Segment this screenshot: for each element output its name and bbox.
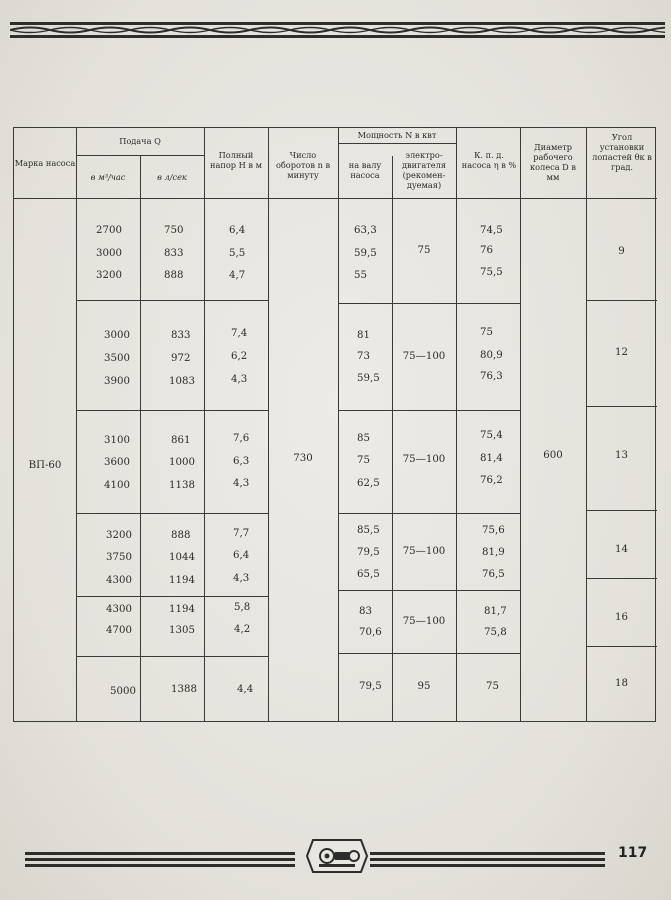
power-shaft-cell: 59,5	[354, 248, 377, 259]
head-cell: 4,2	[234, 624, 251, 635]
row-divider	[586, 510, 657, 511]
angle-cell: 13	[615, 450, 628, 461]
row-divider	[586, 300, 657, 301]
row-divider	[586, 578, 657, 579]
efficiency-cell: 81,9	[482, 547, 505, 558]
col-divider	[456, 128, 457, 721]
q-l-cell: 972	[171, 353, 191, 364]
angle-cell: 12	[615, 347, 628, 358]
q-l-cell: 1138	[169, 480, 195, 491]
row-divider	[76, 596, 268, 597]
efficiency-cell: 76,3	[480, 371, 503, 382]
q-m3-cell: 3600	[104, 457, 130, 468]
efficiency-cell: 75,8	[484, 627, 507, 638]
header-brand: Марка насоса	[14, 158, 76, 168]
q-m3-cell: 3750	[106, 552, 132, 563]
q-l-cell: 1000	[169, 457, 195, 468]
header-head: Полный напор H в м	[210, 150, 262, 170]
efficiency-cell: 75,6	[482, 525, 505, 536]
row-divider	[338, 513, 520, 514]
efficiency-cell: 81,7	[484, 606, 507, 617]
power-shaft-cell: 83	[359, 606, 372, 617]
power-shaft-cell: 75	[357, 455, 370, 466]
q-m3-cell: 3900	[104, 376, 130, 387]
efficiency-cell: 76	[480, 245, 493, 256]
head-cell: 7,6	[233, 433, 250, 444]
row-divider	[76, 155, 204, 156]
power-motor-cell: 75	[417, 245, 431, 256]
row-divider	[76, 410, 268, 411]
rpm-value: 730	[293, 453, 313, 464]
power-shaft-cell: 70,6	[359, 627, 382, 638]
power-motor-cell: 75—100	[402, 351, 446, 362]
row-divider	[586, 646, 657, 647]
power-motor-cell: 75—100	[402, 546, 446, 557]
head-cell: 5,8	[234, 602, 251, 613]
row-divider	[76, 656, 268, 657]
power-shaft-cell: 65,5	[357, 569, 380, 580]
head-cell: 4,3	[231, 374, 248, 385]
efficiency-cell: 75	[480, 327, 493, 338]
angle-cell: 14	[615, 544, 628, 555]
header-rpm: Число оборотов n в минуту	[275, 150, 331, 180]
q-l-cell: 1388	[171, 684, 197, 695]
header-power-shaft: на валу насоса	[348, 160, 382, 180]
row-divider	[76, 300, 268, 301]
angle-cell: 18	[615, 678, 628, 689]
efficiency-cell: 75	[486, 681, 499, 692]
header-power-motor: электро-двигателя (рекомен-дуемая)	[401, 150, 447, 190]
power-shaft-cell: 63,3	[354, 225, 377, 236]
head-cell: 6,4	[229, 225, 246, 236]
diameter-value: 600	[543, 450, 563, 461]
header-flow-l: в л/сек	[157, 172, 187, 182]
q-m3-cell: 3500	[104, 353, 130, 364]
q-m3-cell: 3100	[104, 435, 130, 446]
q-m3-cell: 4300	[106, 604, 132, 615]
head-cell: 7,7	[233, 528, 250, 539]
q-l-cell: 888	[164, 270, 184, 281]
power-shaft-cell: 55	[354, 270, 367, 281]
page-number: 117	[618, 845, 648, 861]
head-cell: 6,3	[233, 456, 250, 467]
q-m3-cell: 4300	[106, 575, 132, 586]
efficiency-cell: 74,5	[480, 225, 503, 236]
col-divider	[204, 128, 205, 721]
header-flow: Подача Q	[119, 136, 161, 146]
efficiency-cell: 81,4	[480, 453, 503, 464]
header-bottom-line	[14, 198, 657, 199]
q-m3-cell: 3200	[96, 270, 122, 281]
q-m3-cell: 4100	[104, 480, 130, 491]
header-efficiency: К. п. д. насоса η в %	[461, 150, 517, 170]
power-shaft-cell: 79,5	[359, 681, 382, 692]
row-divider	[338, 303, 520, 304]
head-cell: 4,3	[233, 573, 250, 584]
q-l-cell: 888	[171, 530, 191, 541]
angle-cell: 16	[615, 612, 628, 623]
power-shaft-cell: 73	[357, 351, 370, 362]
power-shaft-cell: 85,5	[357, 525, 380, 536]
head-cell: 6,4	[233, 550, 250, 561]
pump-brand: ВП-60	[28, 460, 62, 471]
head-cell: 5,5	[229, 248, 246, 259]
row-divider	[586, 406, 657, 407]
top-decorative-border	[10, 22, 665, 38]
col-divider	[338, 128, 339, 721]
power-shaft-cell: 62,5	[357, 478, 380, 489]
head-cell: 7,4	[231, 328, 248, 339]
pump-emblem-icon	[305, 838, 369, 874]
row-divider	[338, 410, 520, 411]
q-m3-cell: 4700	[106, 625, 132, 636]
q-m3-cell: 2700	[96, 225, 122, 236]
q-m3-cell: 3200	[106, 530, 132, 541]
q-l-cell: 833	[171, 330, 191, 341]
q-l-cell: 1044	[169, 552, 195, 563]
pump-data-table	[13, 127, 656, 722]
efficiency-cell: 80,9	[480, 350, 503, 361]
head-cell: 4,7	[229, 270, 246, 281]
row-divider	[338, 590, 520, 591]
q-l-cell: 833	[164, 248, 184, 259]
power-motor-cell: 75—100	[402, 454, 446, 465]
efficiency-cell: 75,5	[480, 267, 503, 278]
col-divider	[392, 156, 393, 721]
efficiency-cell: 76,2	[480, 475, 503, 486]
row-divider	[76, 513, 268, 514]
col-divider	[520, 128, 521, 721]
q-m3-cell: 3000	[104, 330, 130, 341]
power-motor-cell: 95	[417, 681, 431, 692]
header-flow-m3: в м³/час	[90, 172, 126, 182]
header-diameter: Диаметр рабочего колеса D в мм	[530, 142, 576, 182]
row-divider	[338, 143, 456, 144]
power-shaft-cell: 81	[357, 330, 370, 341]
efficiency-cell: 75,4	[480, 430, 503, 441]
q-l-cell: 861	[171, 435, 191, 446]
header-angle: Угол установки лопастей θк в град.	[592, 132, 652, 172]
angle-cell: 9	[618, 246, 625, 257]
header-power: Мощность N в квт	[357, 130, 437, 140]
q-l-cell: 1194	[169, 604, 195, 615]
power-shaft-cell: 79,5	[357, 547, 380, 558]
col-divider	[268, 128, 269, 721]
power-shaft-cell: 85	[357, 433, 370, 444]
q-l-cell: 1194	[169, 575, 195, 586]
head-cell: 6,2	[231, 351, 248, 362]
q-m3-cell: 3000	[96, 248, 122, 259]
q-l-cell: 1305	[169, 625, 195, 636]
power-motor-cell: 75—100	[402, 616, 446, 627]
efficiency-cell: 76,5	[482, 569, 505, 580]
col-divider	[140, 156, 141, 721]
head-cell: 4,3	[233, 478, 250, 489]
col-divider	[76, 128, 77, 721]
power-shaft-cell: 59,5	[357, 373, 380, 384]
head-cell: 4,4	[237, 684, 254, 695]
q-m3-cell: 5000	[110, 686, 136, 697]
row-divider	[338, 653, 520, 654]
q-l-cell: 1083	[169, 376, 195, 387]
col-divider	[586, 128, 587, 721]
q-l-cell: 750	[164, 225, 184, 236]
